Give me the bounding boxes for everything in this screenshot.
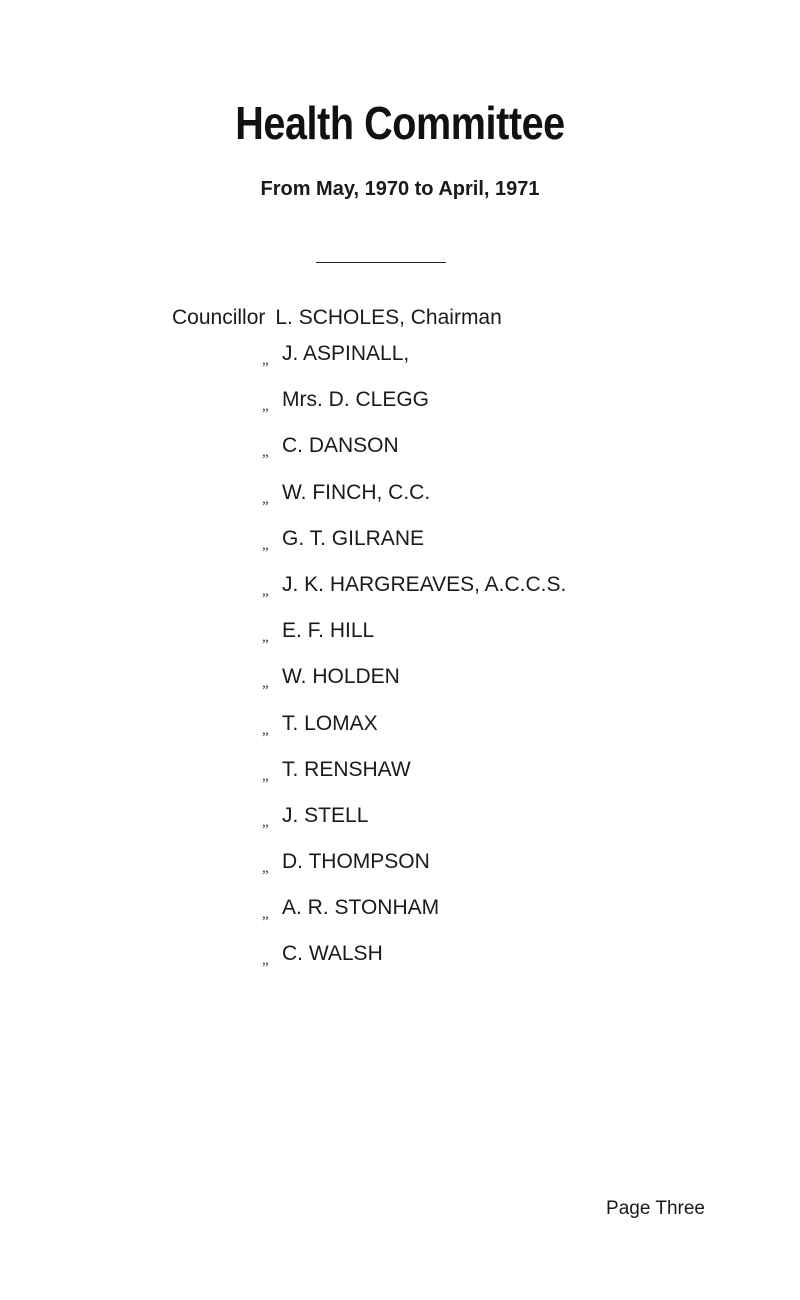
member-row bbox=[0, 896, 800, 942]
ditto-mark: „ bbox=[262, 444, 269, 461]
ditto-mark: „ bbox=[262, 860, 269, 877]
chairman-line bbox=[172, 306, 502, 330]
member-name: Mrs. D. CLEGG bbox=[282, 388, 430, 412]
member-row bbox=[0, 527, 800, 573]
member-row bbox=[0, 712, 800, 758]
member-list bbox=[0, 342, 800, 989]
member-row bbox=[0, 850, 800, 896]
member-row bbox=[0, 619, 800, 665]
member-name: C. WALSH bbox=[282, 942, 383, 966]
ditto-mark: „ bbox=[262, 906, 269, 923]
ditto-mark: „ bbox=[262, 352, 269, 368]
page-subtitle: From May, 1970 to April, 1971 bbox=[260, 178, 540, 200]
member-name: C. DANSON bbox=[282, 434, 399, 458]
member-name: J. STELL bbox=[282, 803, 369, 827]
member-row bbox=[0, 434, 800, 480]
member-name: G. T. GILRANE bbox=[282, 526, 424, 550]
member-row bbox=[0, 342, 800, 388]
member-name: J. ASPINALL, bbox=[282, 342, 410, 365]
ditto-mark: „ bbox=[262, 675, 269, 692]
member-name: W. HOLDEN bbox=[282, 665, 400, 689]
ditto-mark: „ bbox=[262, 490, 269, 507]
page-title: Health Committee bbox=[235, 97, 565, 149]
member-row bbox=[0, 758, 800, 804]
member-row bbox=[0, 573, 800, 619]
councillor-prefix: Councillor bbox=[172, 306, 266, 329]
member-name: E. F. HILL bbox=[282, 619, 375, 643]
ditto-mark: „ bbox=[262, 767, 269, 784]
member-row bbox=[0, 942, 800, 988]
member-name: T. RENSHAW bbox=[282, 757, 411, 781]
ditto-mark: „ bbox=[262, 813, 269, 830]
member-row bbox=[0, 804, 800, 850]
member-name: J. K. HARGREAVES, A.C.C.S. bbox=[282, 572, 567, 596]
divider-rule bbox=[316, 262, 446, 263]
ditto-mark: „ bbox=[262, 629, 269, 646]
ditto-mark: „ bbox=[262, 398, 269, 415]
page-number: Page Three bbox=[606, 1198, 705, 1219]
ditto-mark: „ bbox=[262, 721, 269, 738]
ditto-mark: „ bbox=[262, 582, 269, 599]
member-name: D. THOMPSON bbox=[282, 850, 430, 874]
member-row bbox=[0, 481, 800, 527]
member-row bbox=[0, 665, 800, 711]
member-name: T. LOMAX bbox=[282, 711, 378, 735]
ditto-mark: „ bbox=[262, 536, 269, 553]
ditto-mark: „ bbox=[262, 952, 269, 969]
chairman-name: L. SCHOLES, Chairman bbox=[275, 306, 502, 329]
member-row bbox=[0, 388, 800, 434]
member-name: W. FINCH, C.C. bbox=[282, 480, 431, 504]
member-name: A. R. STONHAM bbox=[282, 896, 440, 920]
